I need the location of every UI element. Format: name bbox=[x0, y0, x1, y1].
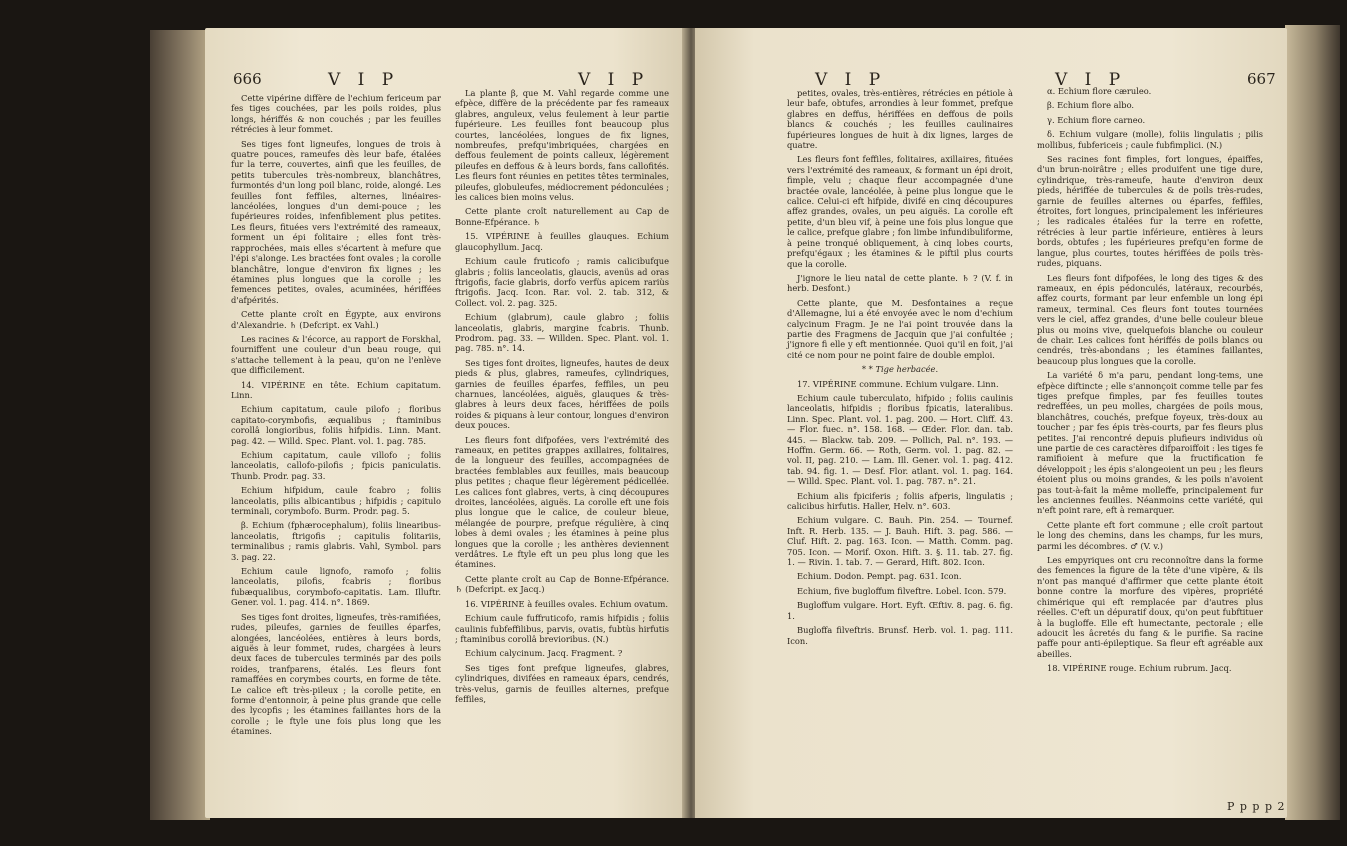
paragraph: 17. VIPÉRINE commune. Echium vulgare. Linn. bbox=[797, 378, 999, 389]
paragraph: Cette plante, que M. Desfontaines a reçue d'Allemagne, lui a été envoyée avec le nom d'echium calycinum Fragm. Je ne l'ai point trouvée dans la partie des Fragmens de Jacquin que j'ai confultée ; j'ignore fi elle y eft mentionnée. Quoi qu'il en foit, j'ai cité ce nom pour ne point faire de double emploi. bbox=[787, 297, 1013, 360]
paragraph: Echium (glabrum), caule glabro ; foliis lanceolatis, glabris, margine fcabris. Thunb. Prodrom. pag. 33. — Willden. Spec. Plant. vol. 1. pag. 785. n°. 14. bbox=[455, 312, 669, 354]
paragraph: Les fleurs font feffiles, folitaires, axillaires, fituées vers l'extrémité des rameaux, & formant un épi droit, fimple, velu ; chaque fleur accompagnée d'une bractée ovale, lancéolée, à peine plus longue que le calice. Celui-ci eft hifpide, divifé en cinq découpures affez grandes, ovales, un peu aiguës. La corolle eft petite, d'un bleu vif, à peine une fois plus longue que le calice, prefque glabre ; fon limbe infundibuliforme, à peine tronqué obliquement, à cinq lobes courts, prefqu'égaux ; les étamines & le piftil plus courts que la corolle. bbox=[787, 154, 1013, 269]
left-page-column-2 bbox=[455, 88, 669, 813]
left-page-number: 666 bbox=[233, 70, 262, 88]
paragraph: α. Echium flore cæruleo. bbox=[1047, 86, 1152, 96]
left-page bbox=[205, 28, 685, 818]
right-page-column-2 bbox=[1037, 86, 1263, 801]
paragraph: Ses tiges font prefque ligneufes, glabres, cylindriques, divifées en rameaux épars, cendrés, très-velus, garnis de feuilles alternes, prefque feffiles, bbox=[455, 662, 669, 704]
paragraph: Ses tiges font droites, ligneufes, hautes de deux pieds & plus, glabres, rameufes, cylindriques, garnies de feuilles éparfes, feffiles, un peu charnues, lancéolées, aiguës, glauques & très-glabres à leurs deux faces, hériffées de poils roides & piquans à leur contour, longues d'environ deux pouces. bbox=[455, 357, 669, 431]
paragraph: γ. Echium flore carneo. bbox=[1047, 114, 1146, 125]
paragraph: La variété δ m'a paru, pendant long-tems, une efpèce diftincte ; elle s'annonçoit comme telle par fes tiges prefque fimples, par fes feuilles toutes redreffées, un peu molles, chargées de poils mous, blanchâtres, couchés, prefque foyeux, très-doux au toucher ; par fes épis très-courts, par fes fleurs plus petites. J'ai rencontré depuis plufieurs individus où une partie de ces caractères difparoiffoit : les tiges fe ramifioient à mefure que la fructification fe développoit ; les épis s'alongeoient un peu ; les fleurs étoient plus ou moins grandes, & les poils n'avoient pas tout-à-fait la même molleffe, principalement fur les anciennes feuilles. Néanmoins cette variété, qui n'eft point rare, eft à remarquer. bbox=[1037, 370, 1263, 516]
paragraph: Cette plante croît au Cap de Bonne-Efpérance. ♄ (Defcript. ex Jacq.) bbox=[455, 573, 669, 595]
signature-mark: P p p p 2 bbox=[1227, 800, 1286, 813]
right-running-head-right: V I P bbox=[1055, 70, 1127, 90]
paragraph: Cette plante croît en Égypte, aux environs d'Alexandrie. ♄ (Defcript. ex Vahl.) bbox=[231, 309, 441, 330]
paragraph: La plante β, que M. Vahl regarde comme une efpèce, diffère de la précédente par fes rameaux glabres, anguleux, velus feulement à leur partie fupérieure. Les feuilles font beaucoup plus courtes, lancéolées, longues de fix lignes, nombreufes, prefqu'imbriquées, chargées en deffous feulement de points calleux, légèrement pileufes en deffous & à leurs bords, fans callofités. Les fleurs font réunies en petites têtes terminales, pileufes, globuleufes, médiocrement pédonculées ; les calices bien moins velus. bbox=[455, 88, 669, 203]
left-running-head-left: V I P bbox=[328, 70, 400, 90]
paragraph: Echium caule fuffruticofo, ramis hifpidis ; foliis caulinis fubfeffilibus, parvis, ovatis, fubtùs hirfutis ; ftaminibus corollâ brevioribus. (N.) bbox=[455, 613, 669, 644]
paragraph: Les fleurs font difpofées, vers l'extrémité des rameaux, en petites grappes axillaires, folitaires, de la longueur des feuilles, accompagnées de bractées femblables aux feuilles, mais beaucoup plus petites ; chaque fleur légèrement pédicellée. Les calices font glabres, verts, à cinq découpures droites, lancéolées, aiguës. La corolle eft une fois plus longue que le calice, de couleur bleue, mélangée de pourpre, prefque régulière, à cinq lobes à demi ovales ; les étamines à peine plus longues que la corolle ; les anthères deviennent verdâtres. Le ftyle eft un peu plus long que les étamines. bbox=[455, 434, 669, 570]
paragraph: Ses tiges font droites, ligneufes, très-ramifiées, rudes, pileufes, garnies de feuilles éparfes, alongées, lancéolées, entières à leurs bords, aiguës à leur fommet, rudes, chargées à leurs deux faces de tubercules terminés par des poils roides, tranfparens, étalés. Les fleurs font ramaffées en corymbes courts, en forme de tête. Le calice eft très-pileux ; la corolle petite, en forme d'entonnoir, à peine plus grande que celle des lycopfis ; les étamines faillantes hors de la corolle ; le ftyle une fois plus long que les étamines. bbox=[231, 611, 441, 737]
right-page-edges bbox=[1285, 25, 1340, 820]
left-running-head-right: V I P bbox=[578, 70, 650, 90]
paragraph: J'ignore le lieu natal de cette plante. ♄ ? (V. f. in herb. Desfont.) bbox=[787, 272, 1013, 294]
paragraph: Echium capitatum, caule pilofo ; floribus capitato-corymbofis, æqualibus ; ftaminibus corollâ longioribus, foliis hifpidis. Linn. Mant. pag. 42. — Willd. Spec. Plant. vol. 1. pag. 785. bbox=[231, 404, 441, 446]
paragraph: Les empyriques ont cru reconnoître dans la forme des femences la figure de la tête d'une vipère, & ils n'ont pas manqué d'affirmer que cette plante étoit bonne contre la morfure des vipères, propriété chimérique qui eft remplacée par d'autres plus réelles. C'eft un dépuratif doux, qu'on peut fubftituer à la bugloffe. Elle eft humectante, pectorale ; elle adoucit les âcretés du fang & le purifie. Sa racine paffe pour anti-épileptique. Sa fleur eft agréable aux abeilles. bbox=[1037, 555, 1263, 659]
paragraph: Echium alis fpiciferis ; foliis afperis, lingulatis ; calicibus hirfutis. Haller, Helv. n°. 603. bbox=[787, 490, 1013, 512]
paragraph: δ. Echium vulgare (molle), foliis lingulatis ; pilis mollibus, fubfericeis ; caule fubfimplici. (N.) bbox=[1037, 129, 1263, 150]
paragraph: β. Echium flore albo. bbox=[1047, 100, 1135, 111]
paragraph: Echium caule fruticofo ; ramis calicibufque glabris ; foliis lanceolatis, glaucis, avenüs ad oras ftrigofis, facie glabris, dorfo verfùs apicem rariùs ftrigofis. Jacq. Icon. Rar. vol. 2. tab. 312, & Collect. vol. 2. pag. 325. bbox=[455, 256, 669, 308]
paragraph: 15. VIPÉRINE à feuilles glauques. Echium glaucophyllum. Jacq. bbox=[455, 231, 669, 252]
paragraph: 14. VIPÉRINE en tête. Echium capitatum. Linn. bbox=[231, 379, 441, 400]
paragraph: Cette vipérine diffère de l'echium fericeum par fes tiges couchées, par les poils roides, plus longs, hériffés & non couchés ; par les feuilles rétrécies à leur fommet. bbox=[231, 93, 441, 135]
paragraph: Echium caule tuberculato, hifpido ; foliis caulinis lanceolatis, hifpidis ; floribus fpicatis, lateralibus. Linn. Spec. Plant. vol. 1. pag. 200. — Hort. Cliff. 43. — Flor. fuec. n°. 158. 168. — Œder. Flor. dan. tab. 445. — Blackw. tab. 209. — Pollich, Pal. n°. 193. — Hoffm. Germ. 66. — Roth, Germ. vol. 1. pag. 82. — vol. II, pag. 210. — Lam. Ill. Gener. vol. 1. pag. 412. tab. 94. fig. 1. — Desf. Flor. atlant. vol. 1. pag. 164. — Willd. Spec. Plant. vol. 1. pag. 787. n°. 21. bbox=[787, 392, 1013, 487]
paragraph: β. Echium (fphærocephalum), foliis linearibus-lanceolatis, ftrigofis ; capitulis folitariis, terminalibus ; ramis glabris. Vahl, Symbol. pars 3. pag. 22. bbox=[231, 520, 441, 562]
right-page bbox=[695, 28, 1287, 818]
paragraph: 16. VIPÉRINE à feuilles ovales. Echium ovatum. bbox=[465, 598, 668, 609]
paragraph: Bugloffa filveftris. Brunsf. Herb. vol. 1. pag. 111. Icon. bbox=[787, 625, 1013, 646]
paragraph: Echium calycinum. Jacq. Fragment. ? bbox=[465, 648, 623, 659]
left-page-edges bbox=[150, 30, 210, 820]
paragraph: Echium capitatum, caule villofo ; foliis lanceolatis, callofo-pilofis ; fpicis paniculatis. Thunb. Prodr. pag. 33. bbox=[231, 450, 441, 481]
paragraph: 18. VIPÉRINE rouge. Echium rubrum. Jacq. bbox=[1047, 663, 1232, 674]
paragraph: * * Tige herbacée. bbox=[861, 364, 939, 375]
paragraph: Ses tiges font ligneufes, longues de trois à quatre pouces, rameufes dès leur bafe, étalées fur la terre, couvertes, ainfi que les feuilles, de petits tubercules très-nombreux, blanchâtres, furmontés d'un long poil blanc, roide, alongé. Les feuilles font feffiles, alternes, linéaires-lancéolées, longues d'un demi-pouce ; les fupérieures roides, infenfiblement plus petites. Les fleurs, fituées vers l'extrémité des rameaux, forment un épi folitaire ; elles font très-rapprochées, mais elles s'écartent à mefure que l'épi s'alonge. Les bractées font ovales ; la corolle blanchâtre, longue d'environ fix lignes ; les étamines plus longues que la corolle ; les femences petites, ovales, acuminées, hériffées d'afpérités. bbox=[231, 138, 441, 305]
right-page-column-1 bbox=[787, 88, 1013, 813]
paragraph: Echium. Dodon. Pempt. pag. 631. Icon. bbox=[797, 571, 962, 582]
paragraph: Echium caule lignofo, ramofo ; foliis lanceolatis, pilofis, fcabris ; floribus fubæqualibus, corymbofo-capitatis. Lam. Illuftr. Gener. vol. 1. pag. 414. n°. 1869. bbox=[231, 566, 441, 608]
right-running-head-left: V I P bbox=[815, 70, 887, 90]
paragraph: Echium, five bugloffum filveftre. Lobel. Icon. 579. bbox=[797, 585, 1007, 596]
right-page-number: 667 bbox=[1247, 70, 1276, 88]
paragraph: Echium hifpidum, caule fcabro ; foliis lanceolatis, pilis albicantibus ; hifpidis ; capitulo terminali, corymbofo. Burm. Prodr. pag. 5. bbox=[231, 485, 441, 517]
paragraph: Les fleurs font difpofées, le long des tiges & des rameaux, en épis pédonculés, latéraux, recourbés, affez courts, formant par leur enfemble un long épi rameux, terminal. Ces fleurs font toutes tournées vers le ciel, affez grandes, d'une belle couleur bleue plus ou moins vive, quelquefois blanche ou couleur de chair. Les calices font hériffés de poils blancs ou cendrés, très-abondans ; les étamines faillantes, beaucoup plus longues que la corolle. bbox=[1037, 272, 1263, 366]
paragraph: Les racines & l'écorce, au rapport de Forskhal, fourniffent une couleur d'un beau rouge, qui s'attache tellement à la peau, qu'on ne l'enlève que difficilement. bbox=[231, 333, 441, 376]
paragraph: Echium vulgare. C. Bauh. Pin. 254. — Tournef. Inft. R. Herb. 135. — J. Bauh. Hift. 3. pag. 586. — Cluf. Hift. 2. pag. 163. Icon. — Matth. Comm. pag. 705. Icon. — Morif. Oxon. Hift. 3. §. 11. tab. 27. fig. 1. — Rivin. 1. tab. 7. — Gerard, Hift. 802. Icon. bbox=[787, 515, 1013, 568]
paragraph: Cette plante eft fort commune ; elle croît partout le long des chemins, dans les champs, fur les murs, parmi les décombres. ♂ (V. v.) bbox=[1037, 519, 1263, 551]
left-page-column-1 bbox=[231, 93, 441, 813]
paragraph: Bugloffum vulgare. Hort. Eyft. Œftiv. 8. pag. 6. fig. 1. bbox=[787, 600, 1013, 621]
paragraph: Cette plante croît naturellement au Cap de Bonne-Efpérance. ♄ bbox=[455, 206, 669, 227]
paragraph: petites, ovales, très-entières, rétrécies en pétiole à leur bafe, obtufes, arrondies à leur fommet, prefque glabres en deffus, hériffées en deffous de poils blancs & couchés ; les feuilles caulinaires fupérieures longues de huit à dix lignes, larges de quatre. bbox=[787, 88, 1013, 151]
paragraph: Ses racines font fimples, fort longues, épaiffes, d'un brun-noirâtre ; elles produifent une tige dure, cylindrique, très-rameufe, haute d'environ deux pieds, hériffée de tubercules & de poils très-rudes, garnie de feuilles alternes ou éparfes, feffiles, étroites, fort longues, principalement les inférieures ; les radicales étalées fur la terre en rofette, rétrécies à leur partie inférieure, entières à leurs bords, obtufes ; les fupérieures prefqu'en forme de langue, plus courtes, toutes hériffées de poils très-rudes, piquans. bbox=[1037, 154, 1263, 269]
